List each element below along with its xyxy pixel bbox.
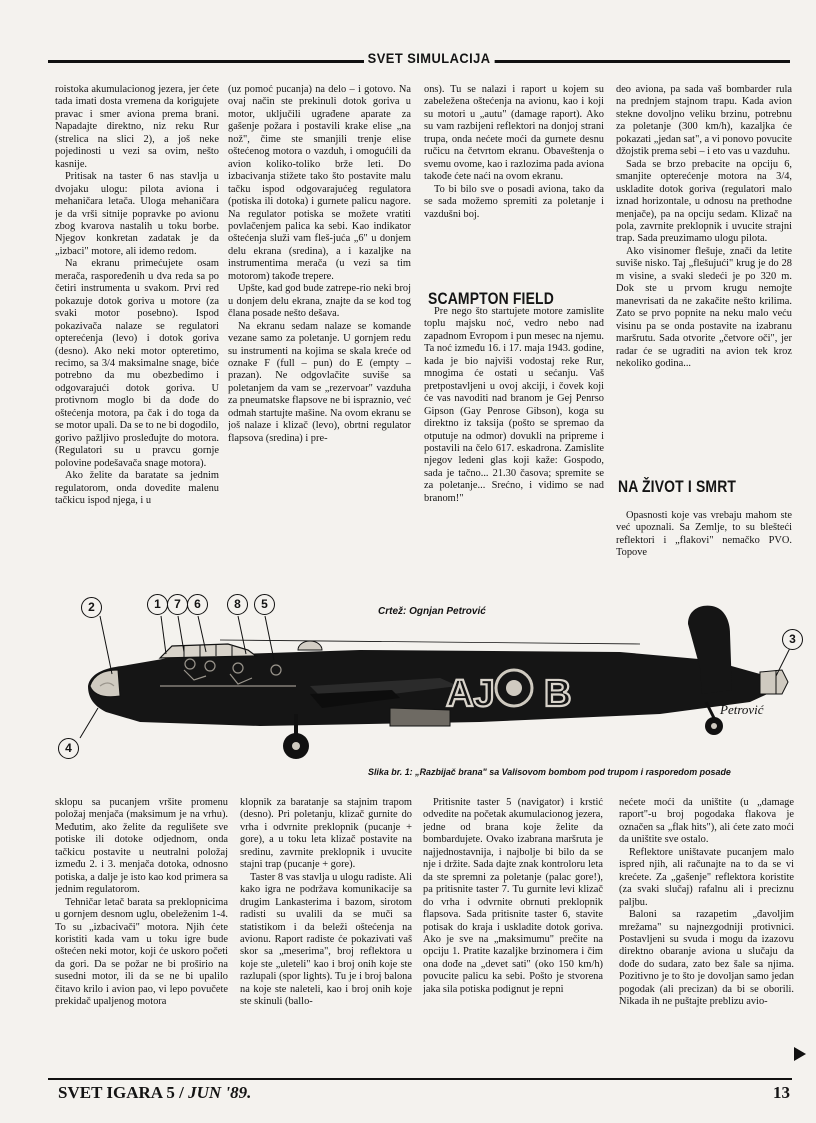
- marking-b: B: [544, 673, 572, 715]
- figure-caption: Slika br. 1: „Razbijač brana" sa Valisovom bombom pod trupom i rasporedom posade: [368, 767, 731, 778]
- upkeep-bomb: [390, 708, 450, 726]
- marking-aj: AJ: [446, 673, 495, 715]
- subheading-scampton-field: SCAMPTON FIELD: [428, 289, 554, 308]
- article-bottom-column-3: [423, 797, 603, 1069]
- callout-number: 8: [227, 594, 248, 615]
- article-column-4: [616, 84, 792, 468]
- magazine-name: SVET IGARA 5 /: [58, 1083, 184, 1102]
- article-column-3-lower: [424, 306, 604, 568]
- paragraph: Pritisnite taster 5 (navigator) i krstić odvedite na početak akumulacionog jezera, jedne od brana koje želite da bombardujete. Ovako izabrana maršruta je najjednostavnija, i najbolje bi bilo da se nje i držite. Sada dajte znak kontroloru leta da ste spremni za poletanje (palac gore!), pa pritisnite taster 7. Tu gurnite levi klizač do vrha i odvrnite obrnuti preklopnik flapsova. Sada pritisnite taster 6, stavite potisak do kraja i uskladite dotok goriva. Ako je sve na „maksimumu" prečite na opciju 1. Pratite kazaljke brzinomera i čim ona dođe na „devet sati" (oko 150 km/h) povucite palicu ka sebi. Pošto je stvorena jaka sila potiska podignut je repni: [423, 797, 603, 995]
- paragraph: roistoka akumulacionog jezera, jer ćete tada imati dosta vremena da korigujete pravac i smer aviona prema brani. Napadajte direktno, niz reku Rur (strelica na slici 2), a još neke pojedinosti u vezi sa ovim, nešto kasnije.: [55, 84, 219, 170]
- paragraph: Ako želite da baratate sa jednim regulatorom, onda dovedite malenu tačkicu ispod njega, i u: [55, 470, 219, 506]
- paragraph: Tehničar letač barata sa preklopnicima u gornjem desnom uglu, obeleženim 1-4. To su „izbacivači" motora. Njih ćete koristiti kada vam u toku igre bude oštećen neki motor, koji će uskoro početi da gori. Da se požar ne bi proširio na susedni motor, ili da se ne bi upalilo čitavo krilo i avion pao, vi lepo povučete prekidač upaljenog motora: [55, 896, 228, 1008]
- issue-date: JUN '89.: [188, 1083, 252, 1102]
- upper-turret: [298, 641, 322, 650]
- paragraph: Baloni sa razapetim „đavoljim mrežama" su najnezgodniji protivnici. Postavljeni su svuda i mogu da izazovu direktno obaranje aviona u slučaju da dođe do sudara, zato bez šale sa njima. Pozitivno je to što je dovoljan samo jedan pogodak (ali precizan) da bi se oborili. Nikada ih ne puštajte preblizu avio-: [619, 909, 794, 1008]
- paragraph: Na ekranu sedam nalaze se komande vezane samo za poletanje. U gornjem redu su instrumenti na kojima se skala kreće od oznake F (full – pun) do E (empty – prazan). Ne odgovlačite suviše sa poletanjem da vam se „rezervoar" vazduha za pneumatske flapsove ne bi ispraznio, već odmah startujte mašine. Na ovom ekranu se još nalaze i klizač (levo), obrtni regulator flapsova (sredina) i pre-: [228, 320, 411, 444]
- cockpit-canopy: [160, 644, 256, 658]
- paragraph: deo aviona, pa sada vaš bombarder rula na prednjem stajnom trapu. Kada avion stekne dovoljno veliku brzinu, potrebnu za poletanje (300 km/h), kazaljka će pokazati „jedan sat", a vi ponovo povucite džojstik prema sebi – i eto vas u vazduhu.: [616, 84, 792, 158]
- paragraph: Sada se brzo prebacite na opciju 6, smanjite opterećenje motora na 3/4, uskladite dotok goriva (regulatori malo iznad horizontale, u odnosu na prethodne menjače), pa na opciju sedam. Klizač na pola, zavrnite preklopnik i uvucite strajni trap. Sada preuzimamo ulogu pilota.: [616, 158, 792, 245]
- footer-magazine-issue: [58, 1083, 251, 1103]
- paragraph: Na ekranu primećujete osam merača, raspoređenih u dva reda sa po četiri instrumenta u svakom. Prvi red pokazuje dotok goriva u motore (za svaki motor posebno). Ispod pokazivača nalaze se regulatori opterećenja (levo) i dotok goriva (desno). Ako neki motor opteretimo, recimo, sa 3/4 maksimalne snage, biće potrebno da mu obezbedimo i odgovarajući dotok goriva. U protivnom moglo bi da dođe do oštećenja motora, pa čak i do toga da se motor upali. Da se to ne bi dogodilo, gorivo pažljivo prosleđujte do motora. (Regulatori su u pravcu gornje polovine podešavača snage motora).: [55, 258, 219, 469]
- article-column-1: [55, 84, 219, 568]
- callout-number: 7: [167, 594, 188, 615]
- callout-number: 2: [81, 597, 102, 618]
- article-bottom-column-4: [619, 797, 794, 1069]
- paragraph: ons). Tu se nalazi i raport u kojem su zabeležena oštećenja na avionu, kao i koji su motori u „autu" (damage raport). Ako su vam razbijeni reflektori na donjoj strani trupa, onda nećete moći da gurnete desnu ručicu na četvrtom ekranu. Obaveštenja o svemu ovome, kao i razlozima pada aviona takođe ćete naći na ovom ekranu.: [424, 84, 604, 183]
- article-column-3: [424, 84, 604, 276]
- paragraph: Taster 8 vas stavlja u ulogu radiste. Ali kako igra ne podržava komunikacije sa drugim Lankasterima i bazom, sirotom radisti su uvalili da se muči sa statistikom i da beleži oštećenja na avionu. Raport radiste će pokazivati vaš skor sa „meserima", broj reflektora u koje ste „uleteli" kao i broj onih koje ste razlupali (spor lights). Tu je i broj balona na koje ste naleteli, kao i broj onih koje ste skinuli (ballo-: [240, 871, 412, 1008]
- paragraph: klopnik za baratanje sa stajnim trapom (desno). Pri poletanju, klizač gurnite do vrha i odvrnite preklopnik (pucanje + gore), a u toku leta klizač postavite na sredinu, zavrnite preklopnik i uvucite stajni trap (pucanje + gore).: [240, 797, 412, 871]
- paragraph: Pre nego što startujete motore zamislite toplu majsku noć, vedro nebo nad zapadnom Evropom i pun mesec na njemu. Ta noć između 16. i 17. maja 1943. godine, kada je bio najviši vodostaj reke Rur, mnogima će ostati u sećanju. Vaš pretpostavljeni u ovoj akciji, i čovek koji će vas navoditi nad branom je Gej Penrso Gipson (Gay Penrose Gibson), koga su direktno iz taksija (pošto se spremao da otputuje na odmor) dovukli na pripreme i postavili na čelo 617. eskadrona. Zamislite njegov ledeni glas koji kaže: Gospodo, sada je tačno... 21.30 časova; spremite se za poletanje... Srećno, i vidimo se nad branom!": [424, 306, 604, 504]
- article-bottom-column-1: [55, 797, 228, 1069]
- paragraph: nećete moći da uništite (u „damage raport"-u broj pogodaka flakova je označen sa „flak hits"), ali ćete zato moći da uništite sve ostalo.: [619, 797, 794, 846]
- page-number: 13: [773, 1083, 790, 1102]
- callout-number: 4: [58, 738, 79, 759]
- footer-rule: [48, 1078, 792, 1080]
- continue-arrow-icon: [794, 1047, 806, 1061]
- section-title: SVET SIMULACIJA: [364, 47, 494, 69]
- callout-number: 5: [254, 594, 275, 615]
- rear-turret: [760, 670, 788, 694]
- article-bottom-column-2: [240, 797, 412, 1069]
- paragraph: Upšte, kad god bude zatrepe-rio neki broj u donjem delu ekrana, znajte da se kod tog člana posade nešto dešava.: [228, 283, 411, 320]
- artist-signature: Petrović: [720, 702, 764, 717]
- paragraph: Ako visinomer flešuje, znači da letite suviše nisko. Taj „flešujući" krug je do 28 m visine, a svaki sledeći je po 320 m. Dok ste u prvom krugu nemojte manevrisati da ne zakačite nešto krilima. Zato se prvo popnite na neku malo veću visinu pa se onda postavite na izabranu maršrutu. Sada otvorite „četvore oči", jer radar će se ugraditi na avion tek kroz nekoliko godina...: [616, 245, 792, 369]
- callout-number: 3: [782, 629, 803, 650]
- article-column-2: [228, 84, 411, 568]
- article-column-4-lower: [616, 510, 792, 568]
- callout-number: 6: [187, 594, 208, 615]
- paragraph: To bi bilo sve o posadi aviona, tako da se sada možemo spremiti za poletanje i vazdušni boj.: [424, 183, 604, 220]
- paragraph: (uz pomoć pucanja) na delo – i gotovo. Na ovaj način ste prekinuli dotok goriva u motor, uključili ugrađene aparate za gašenje požara i postavili krake elise „na nož", čime ste smanjili trenje elise oštećenog motora o vazduh, i omogućili da avion koliko-toliko brže leti. Do izbacivanja stižete tako što postavite malu tačku ispod odgovarajućeg regulatora (potiska ili dotoka) i gurnete palicu nagore. Na regulator potiska se možete vratiti povlačenjem palica ka sebi. Kao indikator oštećenja služi vam fleš-juća „6" u donjem delu ekrana (sredina), a i kazaljke na instrumentima merača (u vezi sa tim motorom) takođe trepere.: [228, 84, 411, 282]
- subheading-na-zivot-i-smrt: NA ŽIVOT I SMRT: [618, 477, 737, 496]
- illustration-credit: Crtež: Ognjan Petrović: [378, 606, 486, 617]
- paragraph: Reflektore uništavate pucanjem malo ispred njih, ali računajte na to da se vi krećete. Za „gašenje" reflektora koristite (za svaki slučaj) rafalnu ali i preciznu paljbu.: [619, 846, 794, 908]
- callout-number: 1: [147, 594, 168, 615]
- paragraph: Pritisak na taster 6 nas stavlja u dvojaku ulogu: pilota aviona i mehaničara letača. Uloga mehaničara je da vrši sitnije popravke po avionu zbog kvarova nastalih u toku borbe. Njegov konkretan zadatak je da „izbaci" motore, ali idemo redom.: [55, 171, 219, 257]
- paragraph: sklopu sa pucanjem vršite promenu položaj menjača (maksimum je na vrhu). Međutim, ako želite da regulišete sve potiske ili dotoke odjednom, onda tačkicu postavite u neutralni položaj između 2. i 3. menjača dotoka, odnosno potiska, a dalje je isto kao kod primera sa jednim regulatorom.: [55, 797, 228, 896]
- paragraph: Opasnosti koje vas vrebaju mahom ste već upoznali. Sa Zemlje, to su blešteći reflektori i „flakovi" nemačko PVO. Topove: [616, 510, 792, 559]
